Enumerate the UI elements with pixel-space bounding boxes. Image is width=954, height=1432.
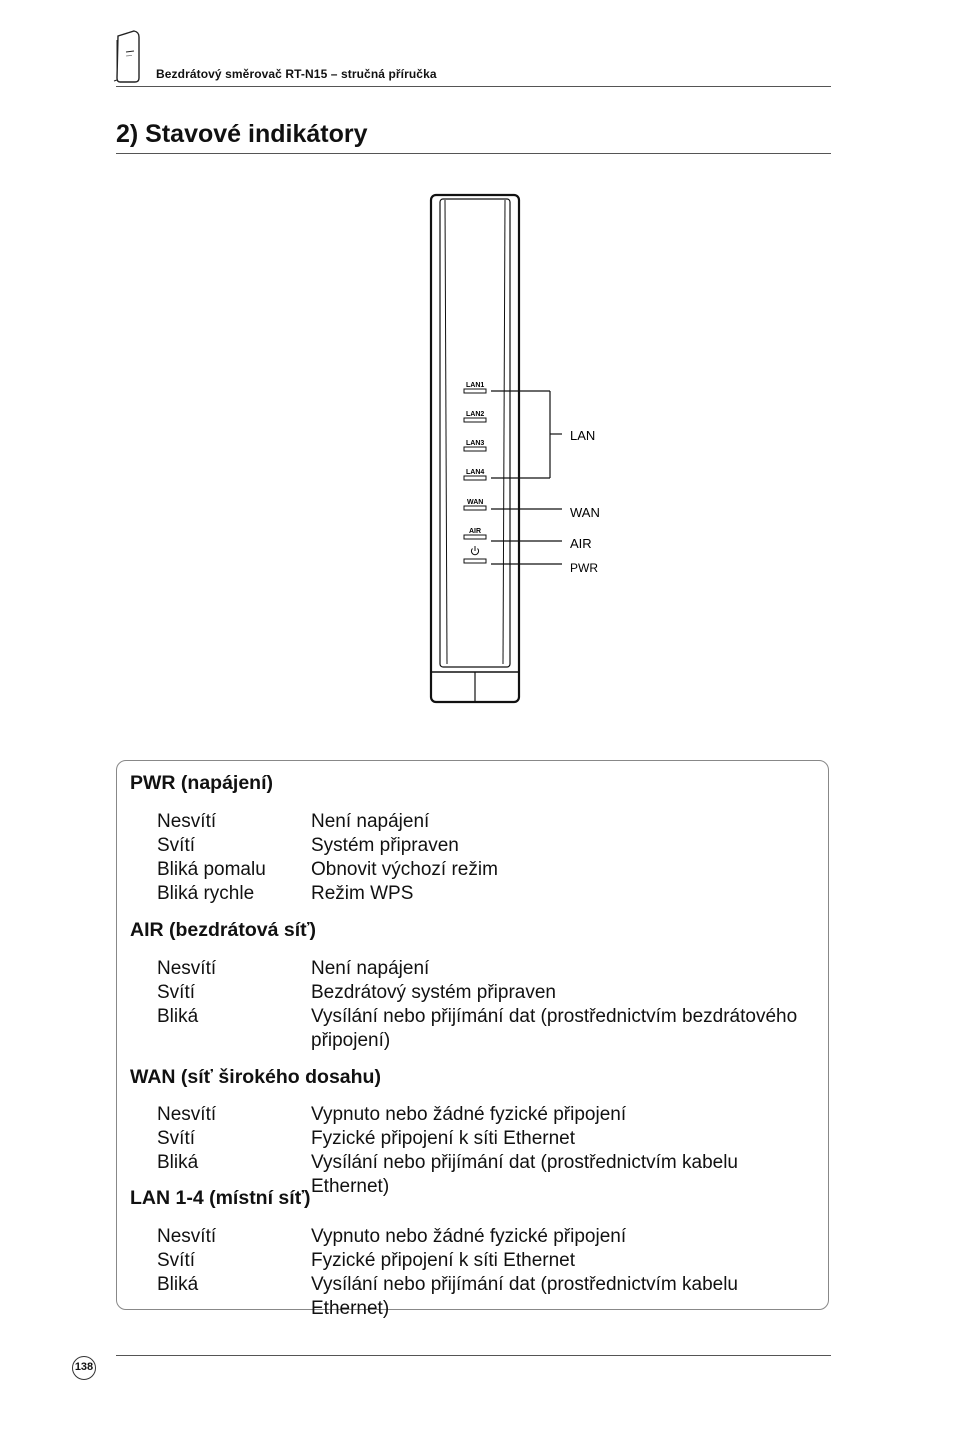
state-meaning: Není napájení xyxy=(311,811,430,832)
group-title-pwr: PWR (napájení) xyxy=(130,772,274,794)
led-label-lan4: LAN4 xyxy=(466,469,485,476)
led-label-lan2: LAN2 xyxy=(466,411,485,418)
state-label: Nesvítí xyxy=(157,811,217,832)
state-meaning: Fyzické připojení k síti Ethernet xyxy=(311,1250,575,1271)
state-label: Bliká rychle xyxy=(157,883,255,904)
state-label: Nesvítí xyxy=(157,958,217,979)
state-meaning: Bezdrátový systém připraven xyxy=(311,982,556,1003)
state-label: Svítí xyxy=(157,1128,196,1149)
state-label: Svítí xyxy=(157,835,196,856)
state-meaning: Vysílání nebo přijímání dat (prostřednictvím kabelu Ethernet) xyxy=(311,1274,738,1319)
callout-wan: WAN xyxy=(570,505,600,520)
led-lan3 xyxy=(464,440,486,451)
callout-air: AIR xyxy=(570,536,592,551)
footer-divider xyxy=(116,1355,831,1356)
led-label-air: AIR xyxy=(469,528,482,535)
callout-pwr: PWR xyxy=(570,561,598,575)
title-divider xyxy=(116,153,831,154)
state-label: Bliká xyxy=(157,1006,199,1027)
group-title-wan: WAN (síť širokého dosahu) xyxy=(130,1066,381,1088)
state-meaning: Vypnuto nebo žádné fyzické připojení xyxy=(311,1104,627,1125)
callout-lan: LAN xyxy=(570,428,596,443)
led-label-lan1: LAN1 xyxy=(466,382,485,389)
state-meaning: Režim WPS xyxy=(311,883,414,904)
group-title-air: AIR (bezdrátová síť) xyxy=(130,919,316,941)
state-meaning: Systém připraven xyxy=(311,835,459,856)
state-meaning: Není napájení xyxy=(311,958,430,979)
router-thumbnail-icon xyxy=(112,28,142,84)
state-meaning: Fyzické připojení k síti Ethernet xyxy=(311,1128,575,1149)
state-meaning: Vysílání nebo přijímání dat (prostřednictvím kabelu Ethernet) xyxy=(311,1152,738,1197)
led-label-lan3: LAN3 xyxy=(466,440,485,447)
page-number: 138 xyxy=(72,1356,96,1380)
state-label: Bliká xyxy=(157,1152,199,1173)
state-meaning: Vypnuto nebo žádné fyzické připojení xyxy=(311,1226,627,1247)
state-label: Svítí xyxy=(157,1250,196,1271)
state-label: Bliká pomalu xyxy=(157,859,266,880)
led-wan xyxy=(464,499,486,510)
led-lan2 xyxy=(464,411,486,422)
state-meaning: Vysílání nebo přijímání dat (prostřednictvím bezdrátového připojení) xyxy=(311,1006,798,1051)
status-legend-box xyxy=(116,760,829,1319)
led-label-wan: WAN xyxy=(467,499,484,506)
section-title: 2) Stavové indikátory xyxy=(116,120,368,148)
header-divider xyxy=(116,86,831,87)
state-label: Nesvítí xyxy=(157,1104,217,1125)
running-title: Bezdrátový směrovač RT-N15 – stručná příručka xyxy=(156,67,437,81)
state-meaning: Obnovit výchozí režim xyxy=(311,859,498,880)
led-lan1 xyxy=(464,382,486,393)
router-front-illustration xyxy=(420,190,620,710)
state-label: Nesvítí xyxy=(157,1226,217,1247)
led-lan4 xyxy=(464,469,486,480)
state-label: Bliká xyxy=(157,1274,199,1295)
state-label: Svítí xyxy=(157,982,196,1003)
group-title-lan: LAN 1-4 (místní síť) xyxy=(130,1187,311,1209)
